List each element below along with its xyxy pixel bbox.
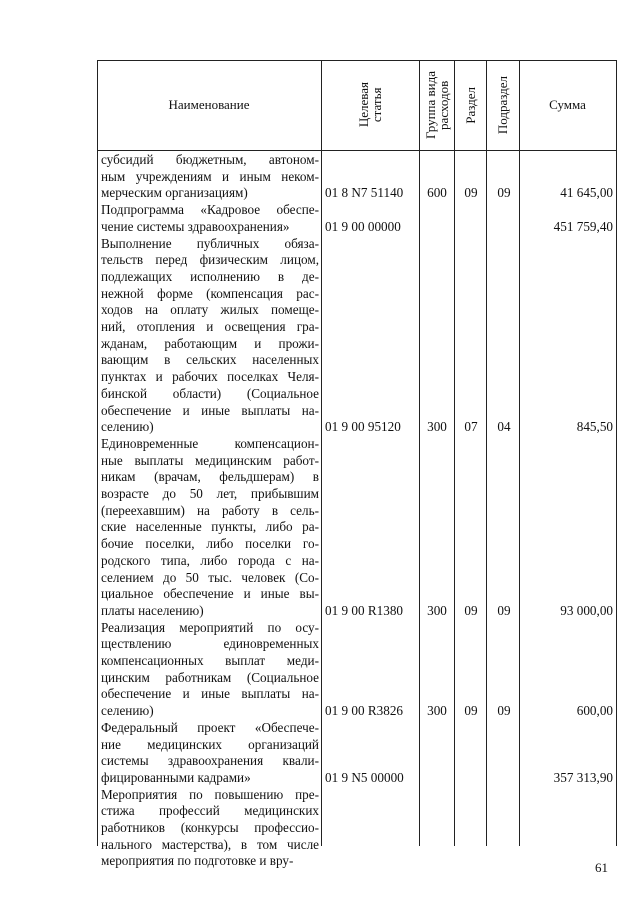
row-subsection: 04 [497, 419, 511, 435]
row-target-code: 01 9 00 95120 [325, 419, 401, 435]
row-target-code: 01 9 00 R1380 [325, 602, 404, 618]
description-line: ходов на оплату жилых помеще- [101, 302, 319, 318]
description-line: Федеральный проект «Обеспече- [101, 719, 319, 735]
row-subsection: 09 [497, 185, 511, 201]
description-line: фицированными кадрами» [101, 769, 251, 785]
header-group-text [424, 71, 450, 139]
description-line: платы населению) [101, 602, 204, 618]
header-group [419, 60, 454, 150]
row-expense-group: 300 [427, 602, 447, 618]
row-sum: 93 000,00 [560, 602, 613, 618]
description-line: циальное обеспечение и иные вы- [101, 586, 319, 602]
description-line: ществлению единовременных [101, 636, 319, 652]
description-line: ным учреждениям и иным неком- [101, 168, 319, 184]
row-sum: 845,50 [576, 419, 613, 435]
description-line: ние медицинских организаций [101, 736, 319, 752]
row-sum: 41 645,00 [560, 185, 613, 201]
row-expense-group: 300 [427, 419, 447, 435]
row-sum: 451 759,40 [553, 218, 613, 234]
description-line: цинским работникам (Социальное [101, 669, 319, 685]
description-line: селению) [101, 703, 154, 719]
description-line: субсидий бюджетным, автоном- [101, 152, 319, 167]
description-line: компенсационных выплат меди- [101, 653, 319, 668]
description-line: системы здравоохранения квали- [101, 753, 319, 769]
header-section-text: Раздел [462, 86, 478, 124]
table-row [97, 436, 617, 620]
header-target-line2: статья [369, 87, 384, 123]
table-row [97, 620, 617, 720]
header-sum [519, 60, 616, 150]
header-target [321, 60, 419, 150]
table-row [97, 152, 617, 202]
description-line: бинской области) (Социальное [101, 385, 319, 401]
header-subsection [486, 60, 519, 150]
table-row [97, 202, 617, 235]
description-line: обеспечение и иные выплаты на- [101, 402, 319, 418]
description-line: ские населенные пункты, либо ра- [101, 519, 319, 535]
row-description [101, 720, 319, 787]
row-sum: 600,00 [576, 703, 613, 719]
description-line: пунктах и рабочих поселках Челя- [101, 369, 319, 385]
table-row [97, 236, 617, 436]
row-section: 09 [464, 703, 478, 719]
row-expense-group: 300 [427, 703, 447, 719]
page-number: 61 [595, 860, 608, 875]
table-row [97, 720, 617, 787]
description-line: (переехавшим) на работу в сель- [101, 502, 319, 518]
description-line: мероприятия по подготовке и вру- [101, 853, 294, 869]
header-group-line2: расходов [435, 80, 451, 130]
header-target-text [357, 82, 383, 127]
row-target-code: 01 9 N5 00000 [325, 769, 404, 785]
row-description [101, 436, 319, 620]
description-line: Мероприятия по повышению пре- [101, 786, 319, 802]
row-sum: 357 313,90 [553, 769, 613, 785]
row-description [101, 787, 319, 871]
row-section: 09 [464, 602, 478, 618]
header-section [454, 60, 486, 150]
description-line: родского типа, либо города с на- [101, 552, 319, 568]
row-target-code: 01 9 00 00000 [325, 218, 401, 234]
description-line: никам (врачам, фельдшерам) в [101, 469, 319, 485]
description-line: селением до 50 тыс. человек (Со- [101, 569, 319, 585]
description-line: тельств перед физическим лицом, [101, 252, 319, 268]
description-line: мерческим организациям) [101, 185, 248, 201]
row-target-code: 01 8 N7 51140 [325, 185, 404, 201]
header-subsection-text: Подраздел [495, 75, 510, 135]
row-description [101, 236, 319, 436]
header-target-line1: Целевая [356, 82, 371, 128]
header-sum-text: Сумма [549, 97, 586, 112]
row-description [101, 152, 319, 202]
row-description [101, 202, 319, 235]
header-group-line1: Группа вида [422, 71, 438, 139]
description-line: бочие поселки, либо поселки го- [101, 536, 319, 552]
description-line: Подпрограмма «Кадровое обеспе- [101, 202, 319, 218]
description-line: чение системы здравоохранения» [101, 218, 290, 234]
description-line: селению) [101, 419, 154, 435]
description-line: стижа профессий медицинских [101, 803, 319, 819]
row-expense-group: 600 [427, 185, 447, 201]
description-line: обеспечение и иные выплаты на- [101, 686, 319, 702]
description-line: ные выплаты медицинским работ- [101, 452, 319, 468]
row-target-code: 01 9 00 R3826 [325, 703, 404, 719]
description-line: подлежащих исполнению в де- [101, 268, 319, 284]
row-subsection: 09 [497, 602, 511, 618]
table-row [97, 787, 617, 871]
row-subsection: 09 [497, 703, 511, 719]
description-line: ний, отопления и освещения гра- [101, 319, 319, 335]
header-name-text: Наименование [168, 97, 250, 112]
description-line: Реализация мероприятий по осу- [101, 619, 319, 635]
header-bottom-border [97, 150, 617, 151]
row-section: 09 [464, 185, 478, 201]
description-line: нального мастерства), в том числе [101, 836, 319, 852]
header-name [97, 60, 321, 150]
row-description [101, 620, 319, 720]
row-section: 07 [464, 419, 478, 435]
description-line: жданам, работающим и прожи- [101, 335, 319, 351]
description-line: нежной форме (компенсация рас- [101, 285, 319, 301]
description-line: вающим в сельских населенных [101, 352, 319, 368]
description-line: Выполнение публичных обяза- [101, 235, 319, 251]
description-line: возрасте до 50 лет, прибывшим [101, 486, 319, 501]
description-line: работников (конкурсы профессио- [101, 820, 319, 835]
description-line: Единовременные компенсацион- [101, 435, 319, 451]
